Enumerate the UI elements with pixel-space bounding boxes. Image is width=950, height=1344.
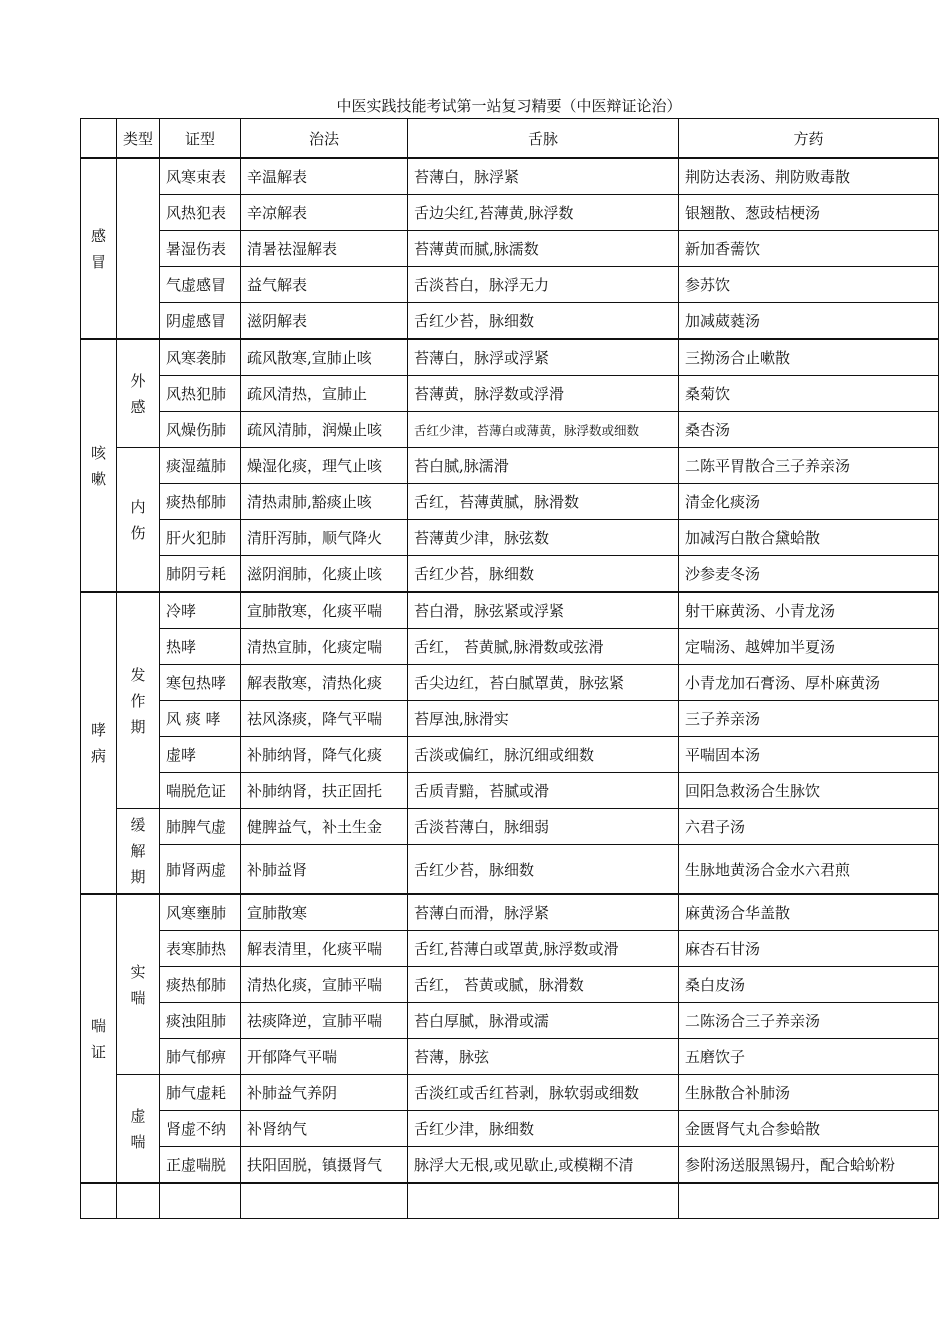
pattern-cell: 热哮 bbox=[160, 629, 241, 665]
header-row bbox=[81, 119, 939, 159]
pattern-cell: 阴虚感冒 bbox=[160, 303, 241, 340]
method-cell: 清热肃肺,豁痰止咳 bbox=[241, 484, 408, 520]
formula-cell: 桑菊饮 bbox=[679, 376, 939, 412]
method-cell: 扶阳固脱，镇摄肾气 bbox=[241, 1147, 408, 1184]
table-row bbox=[81, 1003, 939, 1039]
table-row bbox=[81, 484, 939, 520]
method-cell: 补肺益气养阴 bbox=[241, 1075, 408, 1111]
type-cell bbox=[117, 809, 160, 895]
formula-cell: 定喘汤、越婢加半夏汤 bbox=[679, 629, 939, 665]
pattern-cell: 表寒肺热 bbox=[160, 931, 241, 967]
syndrome-treatment-table bbox=[80, 118, 939, 1219]
method-cell: 疏风散寒,宣肺止咳 bbox=[241, 339, 408, 376]
empty-cell bbox=[679, 1183, 939, 1219]
formula-cell: 参附汤送服黑锡丹，配合蛤蚧粉 bbox=[679, 1147, 939, 1184]
method-cell: 补肾纳气 bbox=[241, 1111, 408, 1147]
method-cell: 补肺纳肾，降气化痰 bbox=[241, 737, 408, 773]
tongue-pulse-cell: 苔薄黄而腻,脉濡数 bbox=[408, 231, 679, 267]
formula-cell: 生脉散合补肺汤 bbox=[679, 1075, 939, 1111]
table-row bbox=[81, 303, 939, 340]
tongue-pulse-cell: 苔薄，脉弦 bbox=[408, 1039, 679, 1075]
table-row bbox=[81, 412, 939, 448]
pattern-cell: 痰湿蕴肺 bbox=[160, 448, 241, 484]
tongue-pulse-cell: 舌红少津，脉细数 bbox=[408, 1111, 679, 1147]
type-cell bbox=[117, 339, 160, 448]
tongue-pulse-cell: 舌尖边红，苔白腻罩黄，脉弦紧 bbox=[408, 665, 679, 701]
formula-cell: 回阳急救汤合生脉饮 bbox=[679, 773, 939, 809]
method-cell: 祛痰降逆，宣肺平喘 bbox=[241, 1003, 408, 1039]
tongue-pulse-cell: 苔薄黄，脉浮数或浮滑 bbox=[408, 376, 679, 412]
table-row bbox=[81, 339, 939, 376]
tongue-pulse-cell: 舌红， 苔黄腻,脉滑数或弦滑 bbox=[408, 629, 679, 665]
header-disease bbox=[81, 119, 117, 159]
tongue-pulse-cell: 苔白滑，脉弦紧或浮紧 bbox=[408, 592, 679, 629]
formula-cell: 荆防达表汤、荆防败毒散 bbox=[679, 158, 939, 195]
tongue-pulse-cell: 舌红少苔，脉细数 bbox=[408, 845, 679, 895]
table-row bbox=[81, 1075, 939, 1111]
tongue-pulse-cell: 苔薄黄少津，脉弦数 bbox=[408, 520, 679, 556]
empty-cell bbox=[160, 1183, 241, 1219]
tongue-pulse-cell: 舌质青黯，苔腻或滑 bbox=[408, 773, 679, 809]
pattern-cell: 痰浊阻肺 bbox=[160, 1003, 241, 1039]
header-tongue-pulse: 舌脉 bbox=[408, 119, 679, 159]
tongue-pulse-cell: 脉浮大无根,或见歇止,或模糊不清 bbox=[408, 1147, 679, 1184]
type-cell bbox=[117, 894, 160, 1075]
formula-cell: 小青龙加石膏汤、厚朴麻黄汤 bbox=[679, 665, 939, 701]
formula-cell: 银翘散、葱豉桔梗汤 bbox=[679, 195, 939, 231]
formula-cell: 桑杏汤 bbox=[679, 412, 939, 448]
type-cell bbox=[117, 592, 160, 809]
formula-cell: 桑白皮汤 bbox=[679, 967, 939, 1003]
tongue-pulse-cell: 苔厚浊,脉滑实 bbox=[408, 701, 679, 737]
pattern-cell: 痰热郁肺 bbox=[160, 967, 241, 1003]
formula-cell: 麻黄汤合华盖散 bbox=[679, 894, 939, 931]
tongue-pulse-cell: 舌淡红或舌红苔剥，脉软弱或细数 bbox=[408, 1075, 679, 1111]
formula-cell: 麻杏石甘汤 bbox=[679, 931, 939, 967]
method-cell: 辛温解表 bbox=[241, 158, 408, 195]
formula-cell: 平喘固本汤 bbox=[679, 737, 939, 773]
table-row bbox=[81, 629, 939, 665]
method-cell: 健脾益气，补土生金 bbox=[241, 809, 408, 845]
disease-cell bbox=[81, 592, 117, 894]
pattern-cell: 肺脾气虚 bbox=[160, 809, 241, 845]
pattern-cell: 肺气郁痹 bbox=[160, 1039, 241, 1075]
table-row bbox=[81, 520, 939, 556]
method-cell: 滋阴解表 bbox=[241, 303, 408, 340]
method-cell: 辛凉解表 bbox=[241, 195, 408, 231]
tongue-pulse-cell: 舌淡苔白，脉浮无力 bbox=[408, 267, 679, 303]
tongue-pulse-cell: 舌红少苔，脉细数 bbox=[408, 556, 679, 593]
empty-cell bbox=[81, 1183, 117, 1219]
formula-cell: 三子养亲汤 bbox=[679, 701, 939, 737]
pattern-cell: 风热犯表 bbox=[160, 195, 241, 231]
formula-cell: 二陈平胃散合三子养亲汤 bbox=[679, 448, 939, 484]
method-cell: 解表清里，化痰平喘 bbox=[241, 931, 408, 967]
disease-cell bbox=[81, 158, 117, 339]
method-cell: 燥湿化痰，理气止咳 bbox=[241, 448, 408, 484]
table-row bbox=[81, 592, 939, 629]
formula-cell: 金匮肾气丸合参蛤散 bbox=[679, 1111, 939, 1147]
method-cell: 疏风清热，宣肺止 bbox=[241, 376, 408, 412]
tongue-pulse-cell: 舌红少苔，脉细数 bbox=[408, 303, 679, 340]
table-row bbox=[81, 267, 939, 303]
disease-name: 哮病 bbox=[91, 721, 107, 765]
pattern-cell: 肝火犯肺 bbox=[160, 520, 241, 556]
page-title: 中医实践技能考试第一站复习精要（中医辩证论治） bbox=[336, 97, 682, 115]
type-name: 发作期 bbox=[130, 665, 146, 736]
formula-cell: 二陈汤合三子养亲汤 bbox=[679, 1003, 939, 1039]
table-row bbox=[81, 1111, 939, 1147]
disease-name: 咳嗽 bbox=[91, 443, 107, 488]
tongue-pulse-cell: 舌淡苔薄白，脉细弱 bbox=[408, 809, 679, 845]
pattern-cell: 痰热郁肺 bbox=[160, 484, 241, 520]
tongue-pulse-cell: 舌红少津，苔薄白或薄黄，脉浮数或细数 bbox=[408, 412, 679, 448]
table-row bbox=[81, 195, 939, 231]
table-row bbox=[81, 809, 939, 845]
tongue-pulse-cell: 舌红，苔薄黄腻，脉滑数 bbox=[408, 484, 679, 520]
pattern-cell: 肺阴亏耗 bbox=[160, 556, 241, 593]
method-cell: 益气解表 bbox=[241, 267, 408, 303]
tongue-pulse-cell: 舌边尖红,苔薄黄,脉浮数 bbox=[408, 195, 679, 231]
pattern-cell: 风 痰 哮 bbox=[160, 701, 241, 737]
formula-cell: 参苏饮 bbox=[679, 267, 939, 303]
disease-name: 喘证 bbox=[91, 1016, 107, 1061]
type-cell bbox=[117, 448, 160, 593]
pattern-cell: 肺肾两虚 bbox=[160, 845, 241, 895]
type-cell bbox=[117, 1075, 160, 1184]
formula-cell: 加减葳蕤汤 bbox=[679, 303, 939, 340]
empty-cell bbox=[241, 1183, 408, 1219]
formula-cell: 五磨饮子 bbox=[679, 1039, 939, 1075]
pattern-cell: 冷哮 bbox=[160, 592, 241, 629]
pattern-cell: 风寒壅肺 bbox=[160, 894, 241, 931]
formula-cell: 生脉地黄汤合金水六君煎 bbox=[679, 845, 939, 895]
method-cell: 解表散寒，清热化痰 bbox=[241, 665, 408, 701]
formula-cell: 沙参麦冬汤 bbox=[679, 556, 939, 593]
method-cell: 清肝泻肺，顺气降火 bbox=[241, 520, 408, 556]
table-row bbox=[81, 376, 939, 412]
table-row bbox=[81, 665, 939, 701]
tongue-pulse-cell: 舌红,苔薄白或罩黄,脉浮数或滑 bbox=[408, 931, 679, 967]
header-method: 治法 bbox=[241, 119, 408, 159]
method-cell: 宣肺散寒，化痰平喘 bbox=[241, 592, 408, 629]
method-cell: 补肺纳肾，扶正固托 bbox=[241, 773, 408, 809]
type-name: 缓解期 bbox=[130, 816, 146, 886]
empty-row bbox=[81, 1183, 939, 1219]
pattern-cell: 肾虚不纳 bbox=[160, 1111, 241, 1147]
empty-cell bbox=[408, 1183, 679, 1219]
table-row bbox=[81, 556, 939, 593]
table-row bbox=[81, 158, 939, 195]
table-row bbox=[81, 231, 939, 267]
method-cell: 疏风清肺，润燥止咳 bbox=[241, 412, 408, 448]
type-name: 外感 bbox=[130, 371, 146, 416]
type-cell bbox=[117, 158, 160, 339]
table-row bbox=[81, 773, 939, 809]
tongue-pulse-cell: 苔薄白，脉浮或浮紧 bbox=[408, 339, 679, 376]
header-pattern: 证型 bbox=[160, 119, 241, 159]
method-cell: 补肺益肾 bbox=[241, 845, 408, 895]
formula-cell: 新加香薷饮 bbox=[679, 231, 939, 267]
table-row bbox=[81, 1039, 939, 1075]
table-row bbox=[81, 448, 939, 484]
method-cell: 宣肺散寒 bbox=[241, 894, 408, 931]
empty-cell bbox=[117, 1183, 160, 1219]
table-row bbox=[81, 737, 939, 773]
tongue-pulse-cell: 苔薄白，脉浮紧 bbox=[408, 158, 679, 195]
table-row bbox=[81, 1147, 939, 1184]
tongue-pulse-cell: 苔白厚腻，脉滑或濡 bbox=[408, 1003, 679, 1039]
method-cell: 滋阴润肺，化痰止咳 bbox=[241, 556, 408, 593]
pattern-cell: 肺气虚耗 bbox=[160, 1075, 241, 1111]
table-row bbox=[81, 967, 939, 1003]
disease-cell bbox=[81, 894, 117, 1183]
method-cell: 清暑祛湿解表 bbox=[241, 231, 408, 267]
formula-cell: 六君子汤 bbox=[679, 809, 939, 845]
method-cell: 开郁降气平喘 bbox=[241, 1039, 408, 1075]
tongue-pulse-cell: 舌红， 苔黄或腻，脉滑数 bbox=[408, 967, 679, 1003]
table-row bbox=[81, 894, 939, 931]
formula-cell: 加减泻白散合黛蛤散 bbox=[679, 520, 939, 556]
method-cell: 祛风涤痰，降气平喘 bbox=[241, 701, 408, 737]
header-formula: 方药 bbox=[679, 119, 939, 159]
tongue-pulse-cell: 苔薄白而滑，脉浮紧 bbox=[408, 894, 679, 931]
pattern-cell: 喘脱危证 bbox=[160, 773, 241, 809]
pattern-cell: 气虚感冒 bbox=[160, 267, 241, 303]
pattern-cell: 风燥伤肺 bbox=[160, 412, 241, 448]
pattern-cell: 风热犯肺 bbox=[160, 376, 241, 412]
table-row bbox=[81, 845, 939, 895]
tongue-pulse-cell: 舌淡或偏红，脉沉细或细数 bbox=[408, 737, 679, 773]
pattern-cell: 暑湿伤表 bbox=[160, 231, 241, 267]
table-row bbox=[81, 931, 939, 967]
tongue-pulse-cell: 苔白腻,脉濡滑 bbox=[408, 448, 679, 484]
pattern-cell: 风寒袭肺 bbox=[160, 339, 241, 376]
header-type: 类型 bbox=[117, 119, 160, 159]
pattern-cell: 寒包热哮 bbox=[160, 665, 241, 701]
table-row bbox=[81, 701, 939, 737]
type-name: 内伤 bbox=[130, 497, 146, 542]
disease-name: 感冒 bbox=[91, 226, 107, 271]
method-cell: 清热化痰，宣肺平喘 bbox=[241, 967, 408, 1003]
method-cell: 清热宣肺，化痰定喘 bbox=[241, 629, 408, 665]
formula-cell: 三拗汤合止嗽散 bbox=[679, 339, 939, 376]
disease-cell bbox=[81, 339, 117, 592]
type-name: 虚喘 bbox=[130, 1106, 146, 1151]
type-name: 实喘 bbox=[130, 962, 146, 1007]
pattern-cell: 虚哮 bbox=[160, 737, 241, 773]
pattern-cell: 正虚喘脱 bbox=[160, 1147, 241, 1184]
pattern-cell: 风寒束表 bbox=[160, 158, 241, 195]
formula-cell: 清金化痰汤 bbox=[679, 484, 939, 520]
formula-cell: 射干麻黄汤、小青龙汤 bbox=[679, 592, 939, 629]
